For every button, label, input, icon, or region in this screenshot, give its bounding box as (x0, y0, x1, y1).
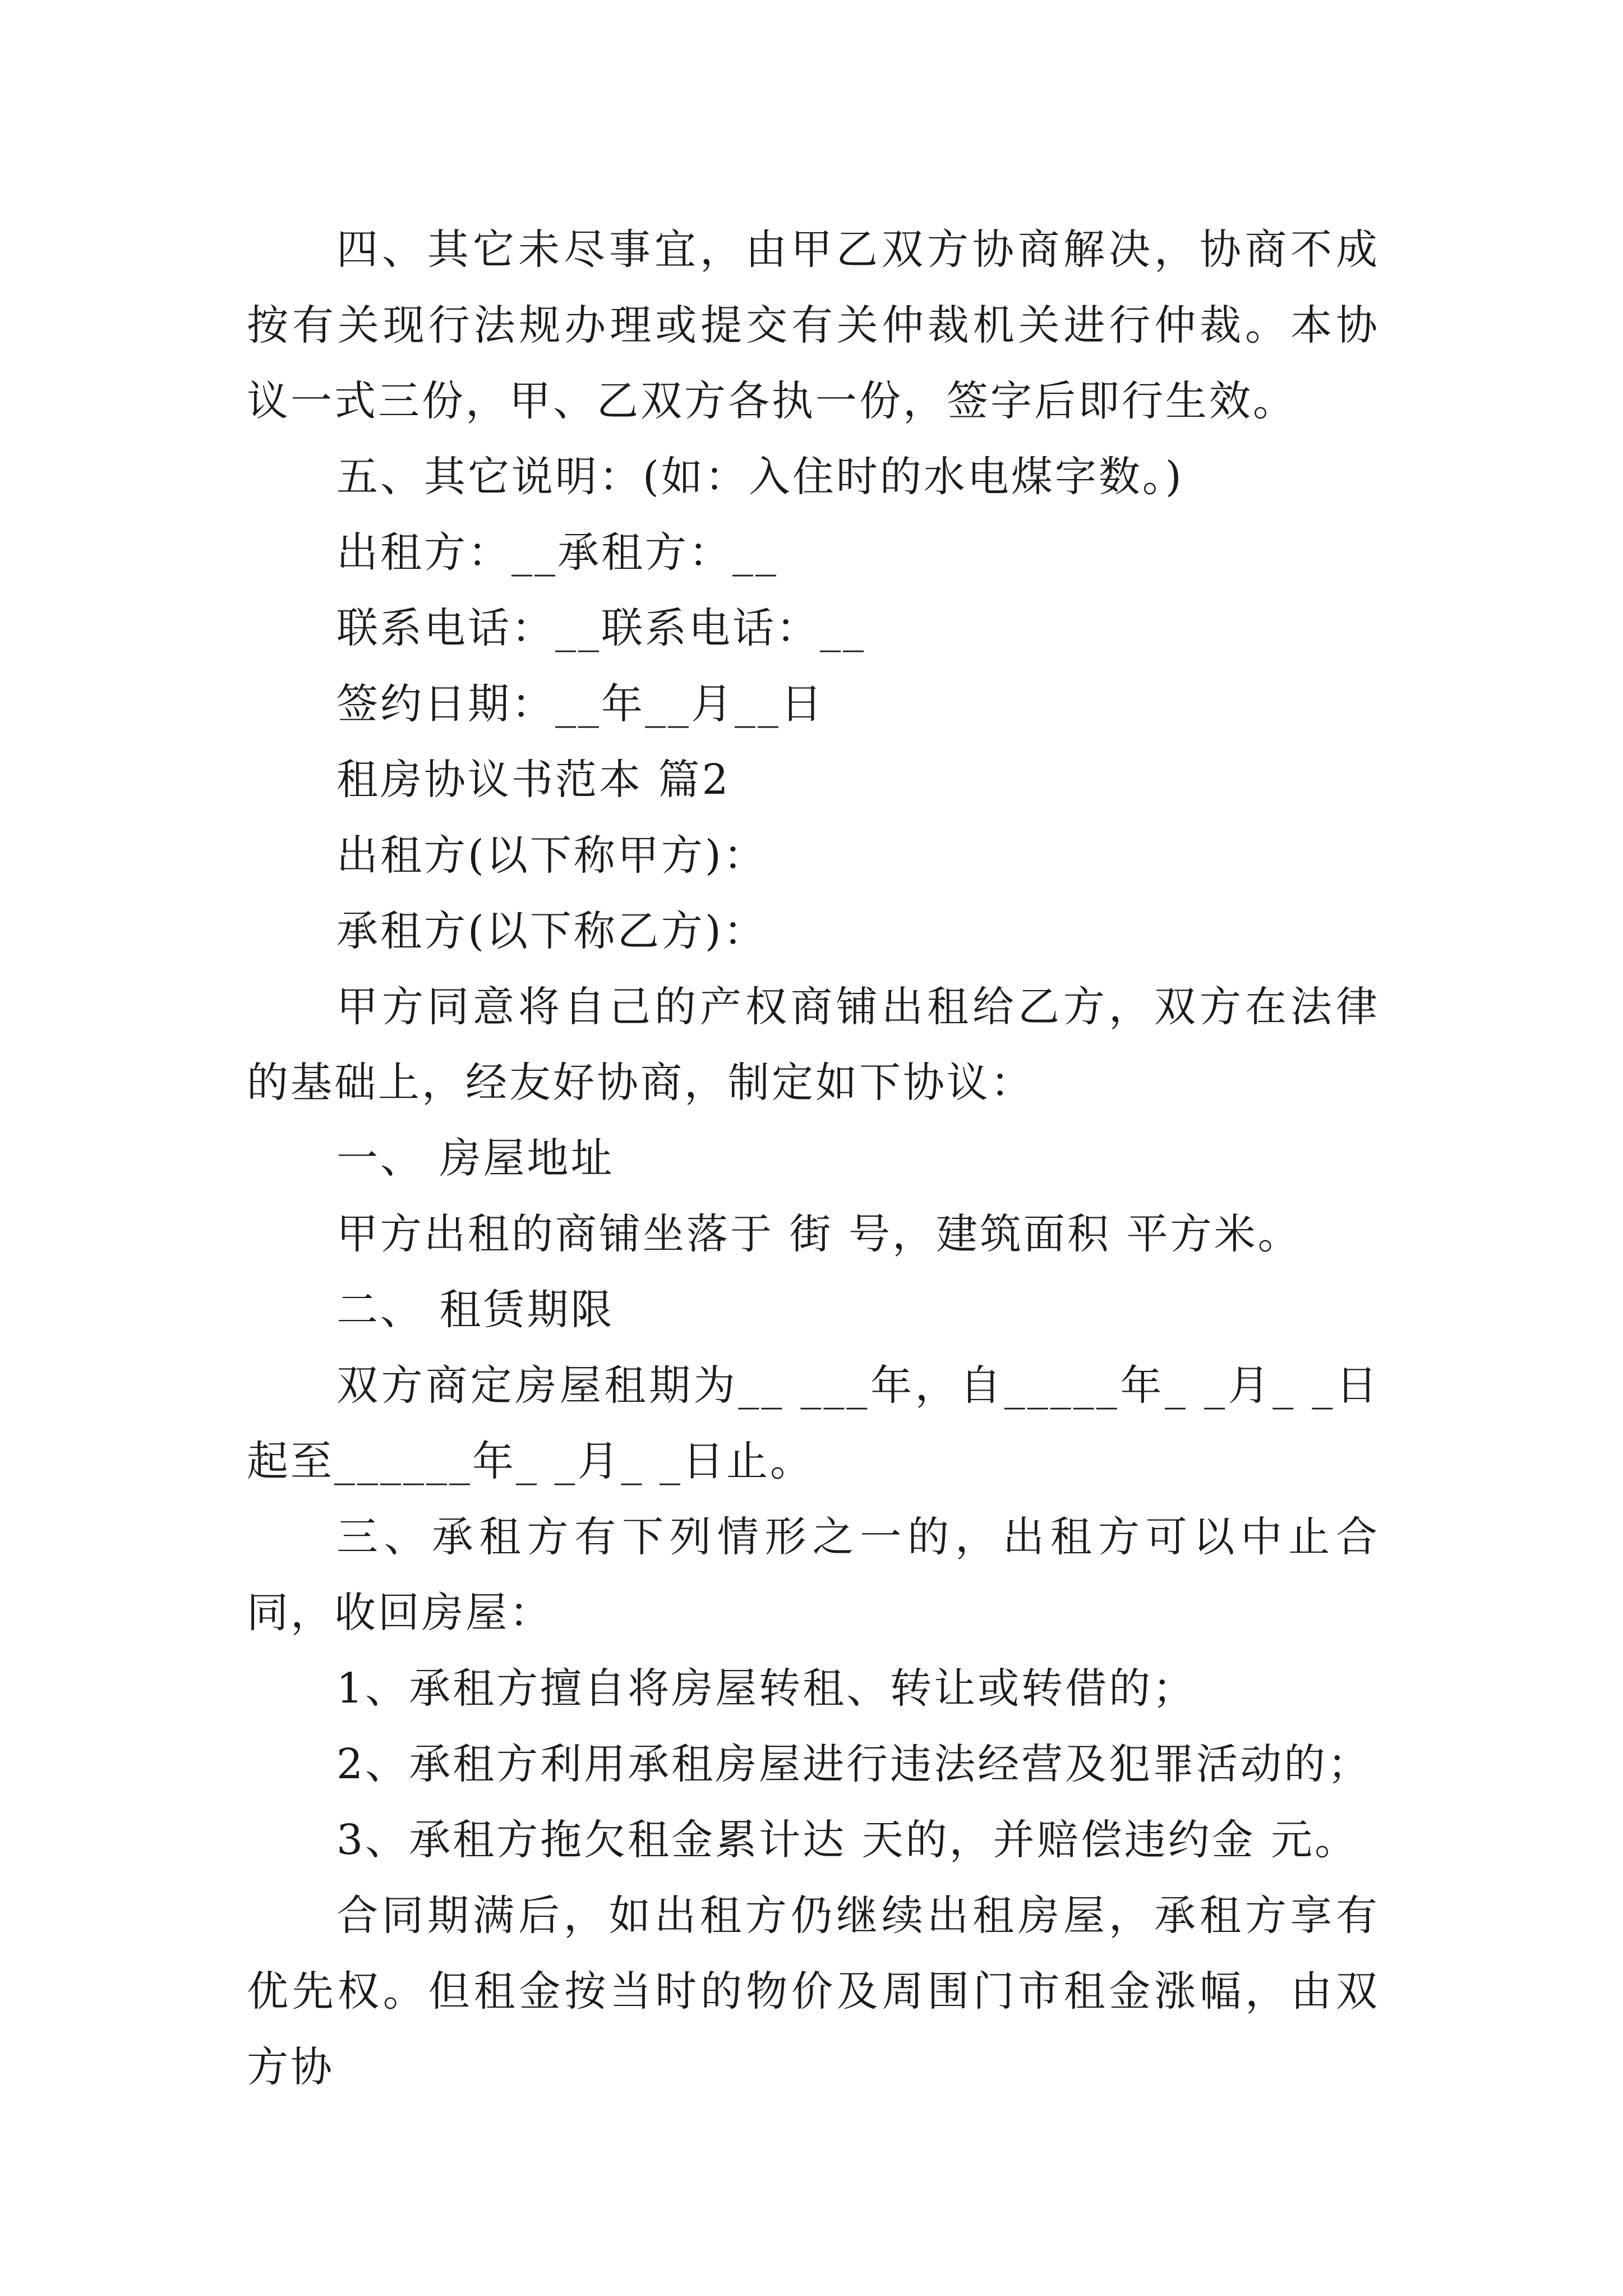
section-title: 租房协议书范本 篇2 (336, 756, 731, 804)
list-item-1: 1、承租方擅自将房屋转租、转让或转借的； (336, 1664, 1197, 1713)
paragraph-lease-period: 双方商定房屋租期为__ ___年，自_____年_ _月_ _日起至______年_ _月_ _日止。 (247, 1361, 1380, 1485)
signature-phone: 联系电话：__联系电话：__ (336, 604, 866, 652)
paragraph-other-matters: 四、其它未尽事宜，由甲乙双方协商解决，协商不成按有关现行法规办理或提交有关仲裁机关进行仲裁。本协议一式三份，甲、乙双方各执一份，签字后即行生效。 (247, 226, 1380, 425)
paragraph-renewal-priority: 合同期满后，如出租方仍继续出租房屋，承租方享有优先权。但租金按当时的物价及周围门市租金涨幅，由双方协 (247, 1892, 1380, 2091)
heading-house-address: 一、 房屋地址 (336, 1134, 615, 1182)
paragraph-other-notes: 五、其它说明：(如：入住时的水电煤字数。) (336, 453, 1184, 501)
list-item-2: 2、承租方利用承租房屋进行违法经营及犯罪活动的； (336, 1740, 1372, 1788)
heading-lease-term: 二、 租赁期限 (336, 1286, 615, 1334)
paragraph-termination-conditions: 三、承租方有下列情形之一的，出租方可以中止合同，收回房屋： (247, 1513, 1380, 1637)
party-a: 出租方(以下称甲方)： (336, 831, 767, 880)
signature-date: 签约日期：__年__月__日 (336, 680, 824, 728)
party-b: 承租方(以下称乙方)： (336, 907, 767, 955)
paragraph-house-location: 甲方出租的商铺坐落于 街 号，建筑面积 平方米。 (336, 1210, 1302, 1258)
signature-lessor-lessee: 出租方：__承租方：__ (336, 528, 778, 577)
paragraph-agreement-intro: 甲方同意将自己的产权商铺出租给乙方，双方在法律的基础上，经友好协商，制定如下协议： (247, 983, 1380, 1107)
list-item-3: 3、承租方拖欠租金累计达 天的，并赔偿违约金 元。 (336, 1816, 1359, 1864)
document-body (247, 212, 1380, 2105)
